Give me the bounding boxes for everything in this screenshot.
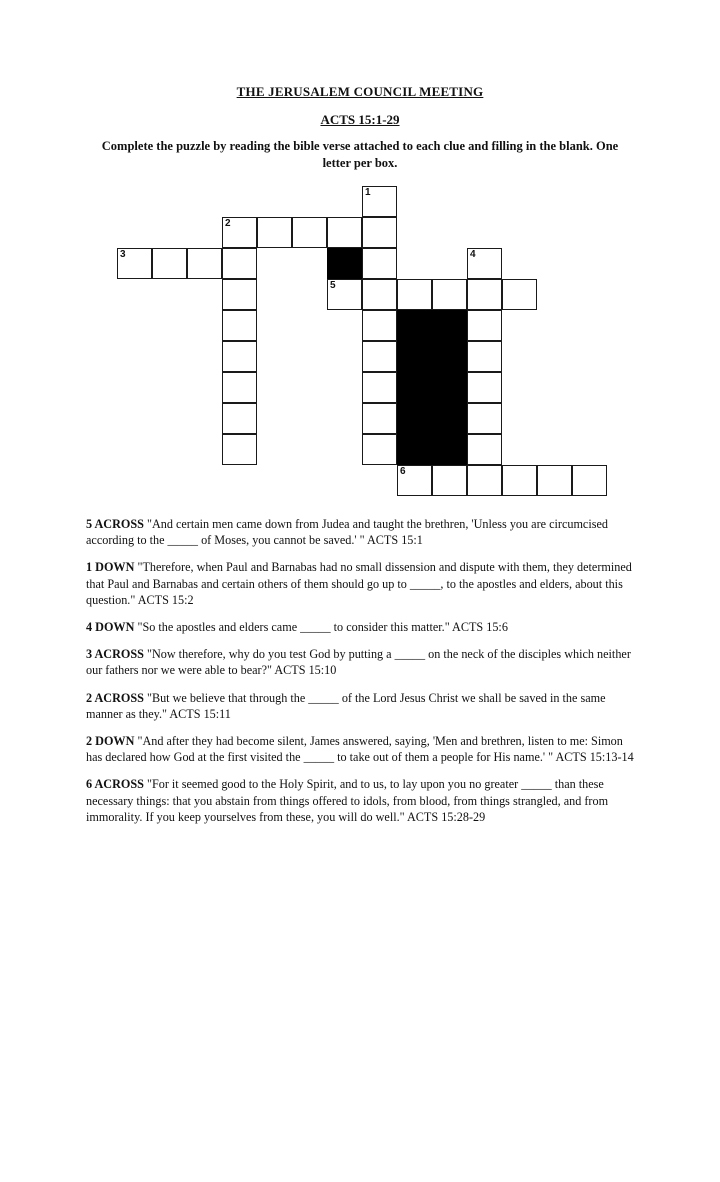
clue-text: "For it seemed good to the Holy Spirit, and to us, to lay upon you no greater _____ than these necessary things: that you abstain from things offered to idols, from blood, from things strangled, and from immorality. If you keep yourselves from these, you will do well." ACTS 15:28-29 <box>86 777 609 824</box>
crossword-cell[interactable] <box>432 279 467 310</box>
crossword-cell-1-down-1[interactable] <box>362 186 397 217</box>
crossword-cell[interactable] <box>362 372 397 403</box>
crossword-cell[interactable] <box>222 403 257 434</box>
clue-label: 2 DOWN <box>86 734 135 749</box>
clue-label: 4 DOWN <box>86 620 135 635</box>
crossword-cell[interactable] <box>362 217 397 248</box>
crossword-cell[interactable] <box>467 372 502 403</box>
crossword-cell-3-across-1[interactable] <box>117 248 152 279</box>
crossword-cell[interactable] <box>152 248 187 279</box>
crossword-cell[interactable] <box>467 279 502 310</box>
crossword-cell[interactable] <box>362 310 397 341</box>
clue-number: 6 <box>400 466 406 477</box>
crossword-cell[interactable] <box>572 465 607 496</box>
clue-label: 5 ACROSS <box>86 517 144 531</box>
clue-label: 1 DOWN <box>86 560 135 575</box>
clue-number: 1 <box>365 187 371 198</box>
crossword-cell[interactable] <box>467 434 502 465</box>
clue-3-across <box>86 646 638 678</box>
crossword-cell[interactable] <box>502 465 537 496</box>
crossword-cell[interactable] <box>467 403 502 434</box>
crossword-cell[interactable] <box>362 434 397 465</box>
clue-label: 2 ACROSS <box>86 690 144 705</box>
clue-text: "And after they had become silent, James answered, saying, 'Men and brethren, listen to me: Simon has declared how God at the first visited the _____ to take out of them a people for His name.' " ACTS 15:13-14 <box>86 734 634 765</box>
crossword-cell[interactable] <box>502 279 537 310</box>
clue-text: "And certain men came down from Judea and taught the brethren, 'Unless you are circumcised according to the _____ of Moses, you cannot be saved.' " ACTS 15:1 <box>86 517 608 548</box>
clue-2-down <box>86 733 638 765</box>
crossword-cell-6-across-1[interactable] <box>397 465 432 496</box>
crossword-cell[interactable] <box>467 310 502 341</box>
crossword-cell[interactable] <box>362 341 397 372</box>
clue-text: "Now therefore, why do you test God by putting a _____ on the neck of the disciples which neither our fathers nor we were able to bear?" ACTS 15:10 <box>86 647 631 678</box>
crossword-cell[interactable] <box>362 248 397 279</box>
clue-6-across <box>86 776 638 825</box>
crossword-cell[interactable] <box>222 372 257 403</box>
crossword-cell[interactable] <box>327 217 362 248</box>
crossword-grid <box>0 0 720 520</box>
clue-text: "Therefore, when Paul and Barnabas had no small dissension and dispute with them, they determined that Paul and Barnabas and certain others of them should go up to _____, to the apostles and elders, about this question." ACTS 15:2 <box>86 560 632 607</box>
crossword-cell[interactable] <box>222 341 257 372</box>
crossword-cell[interactable] <box>257 217 292 248</box>
crossword-cell[interactable] <box>467 465 502 496</box>
crossword-cell[interactable] <box>292 217 327 248</box>
crossword-cell[interactable] <box>222 310 257 341</box>
clue-1-down <box>86 559 638 608</box>
black-square <box>327 248 362 279</box>
crossword-cell[interactable] <box>537 465 572 496</box>
clue-label: 6 ACROSS <box>86 777 144 792</box>
crossword-cell[interactable] <box>362 279 397 310</box>
crossword-cell[interactable] <box>222 248 257 279</box>
scripture-reference: ACTS 15:1-29 <box>320 112 400 127</box>
clue-list <box>86 516 638 836</box>
clue-label: 3 ACROSS <box>86 647 144 662</box>
clue-text: "So the apostles and elders came _____ to consider this matter." ACTS 15:6 <box>137 620 508 635</box>
clue-2-across <box>86 690 638 722</box>
crossword-cell[interactable] <box>362 403 397 434</box>
crossword-cell-2-across-1[interactable] <box>222 217 257 248</box>
clue-text: "But we believe that through the _____ of the Lord Jesus Christ we shall be saved in the same manner as they." ACTS 15:11 <box>86 690 606 721</box>
crossword-cell-5-across-1[interactable] <box>327 279 362 310</box>
clue-5-across <box>86 516 638 548</box>
crossword-cell[interactable] <box>467 341 502 372</box>
crossword-cell[interactable] <box>187 248 222 279</box>
crossword-cell[interactable] <box>222 434 257 465</box>
crossword-cell[interactable] <box>397 279 432 310</box>
crossword-cell[interactable] <box>222 279 257 310</box>
clue-number: 2 <box>225 218 231 229</box>
black-region <box>397 310 467 465</box>
instructions: Complete the puzzle by reading the bible verse attached to each clue and filling in the blank. One letter per box. <box>101 139 619 170</box>
page-title: THE JERUSALEM COUNCIL MEETING <box>236 84 484 99</box>
clue-number: 5 <box>330 280 336 291</box>
clue-4-down <box>86 619 638 635</box>
crossword-cell-4-down-1[interactable] <box>467 248 502 279</box>
clue-number: 3 <box>120 249 126 260</box>
crossword-cell[interactable] <box>432 465 467 496</box>
clue-number: 4 <box>470 249 476 260</box>
